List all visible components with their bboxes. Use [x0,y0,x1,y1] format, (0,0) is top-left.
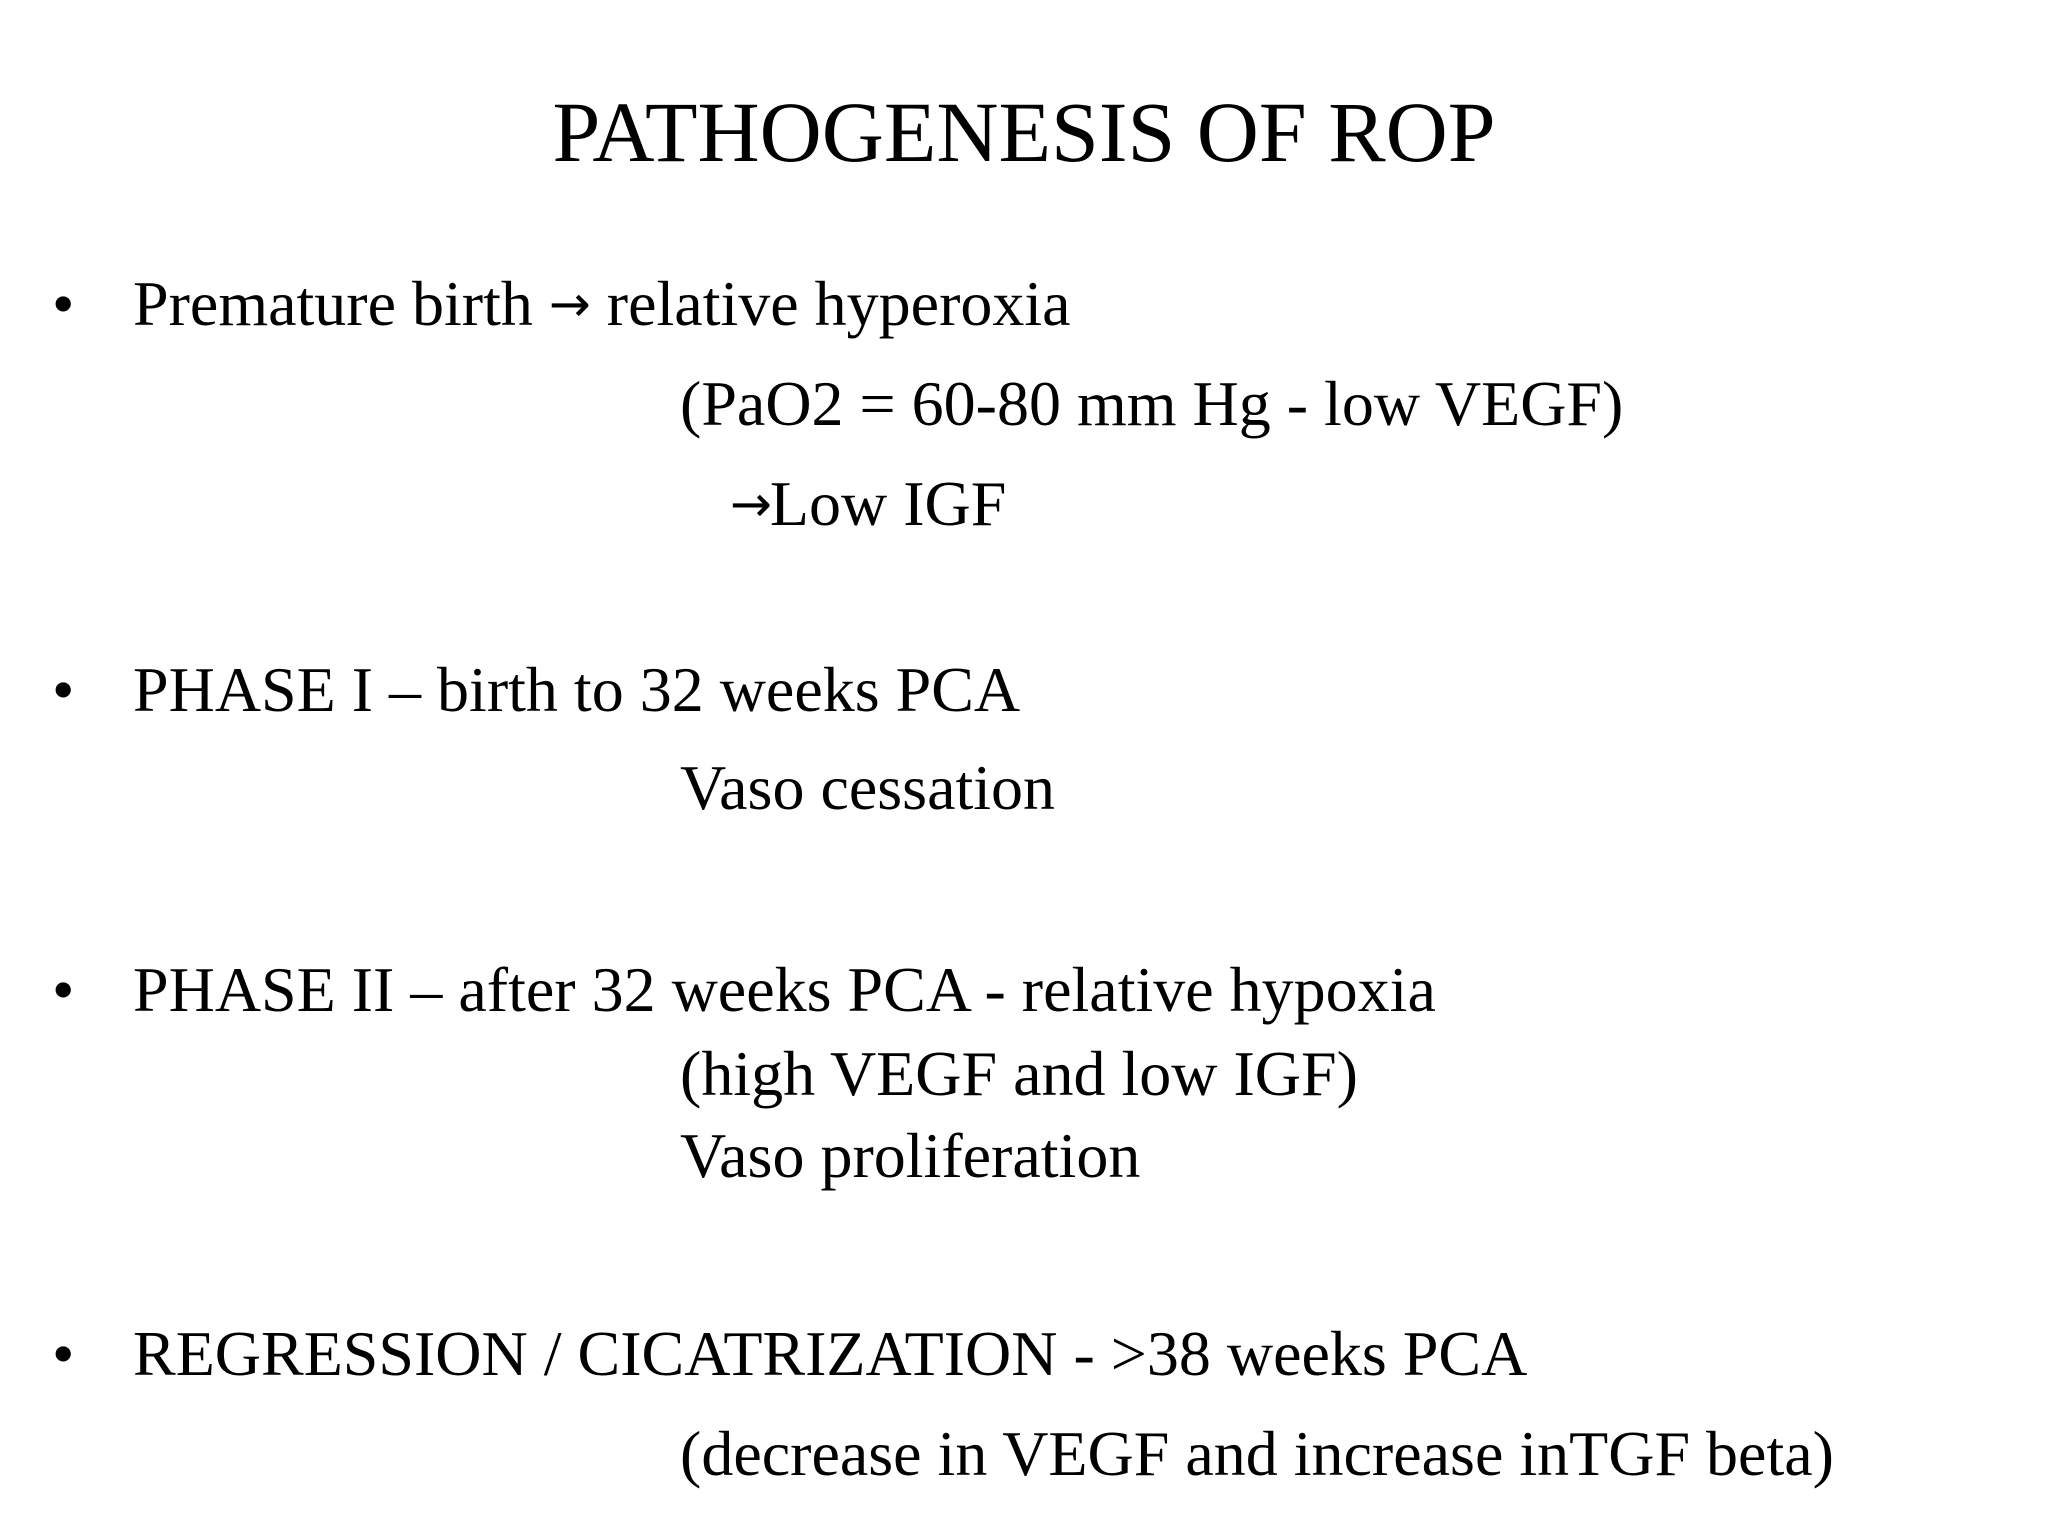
detail-line: (PaO2 = 60-80 mm Hg - low VEGF) [680,368,1624,439]
detail-line: (decrease in VEGF and increase inTGF beta) [680,1418,1834,1489]
heading-text: Premature birth [133,268,533,339]
bullet-heading-regression: REGRESSION / CICATRIZATION - >38 weeks PCA [133,1318,1528,1389]
detail-text: Low IGF [769,468,1007,539]
bullet-icon: • [52,654,75,725]
arrow-right-icon: → [548,275,591,333]
arrow-right-icon: → [730,475,772,533]
bullet-heading-phase-2: PHASE II – after 32 weeks PCA - relative hypoxia [133,954,1436,1025]
detail-line: Vaso cessation [680,752,1056,823]
slide-title: PATHOGENESIS OF ROP [552,84,1496,180]
detail-line: Vaso proliferation [680,1120,1141,1191]
bullet-icon: • [52,268,75,339]
bullet-heading-phase-1: PHASE I – birth to 32 weeks PCA [133,654,1021,725]
heading-text: relative hyperoxia [606,268,1071,339]
bullet-heading-premature-birth [133,266,1071,342]
detail-line-arrow [730,466,1006,542]
bullet-icon: • [52,1318,75,1389]
detail-line: (high VEGF and low IGF) [680,1038,1358,1109]
bullet-icon: • [52,954,75,1025]
